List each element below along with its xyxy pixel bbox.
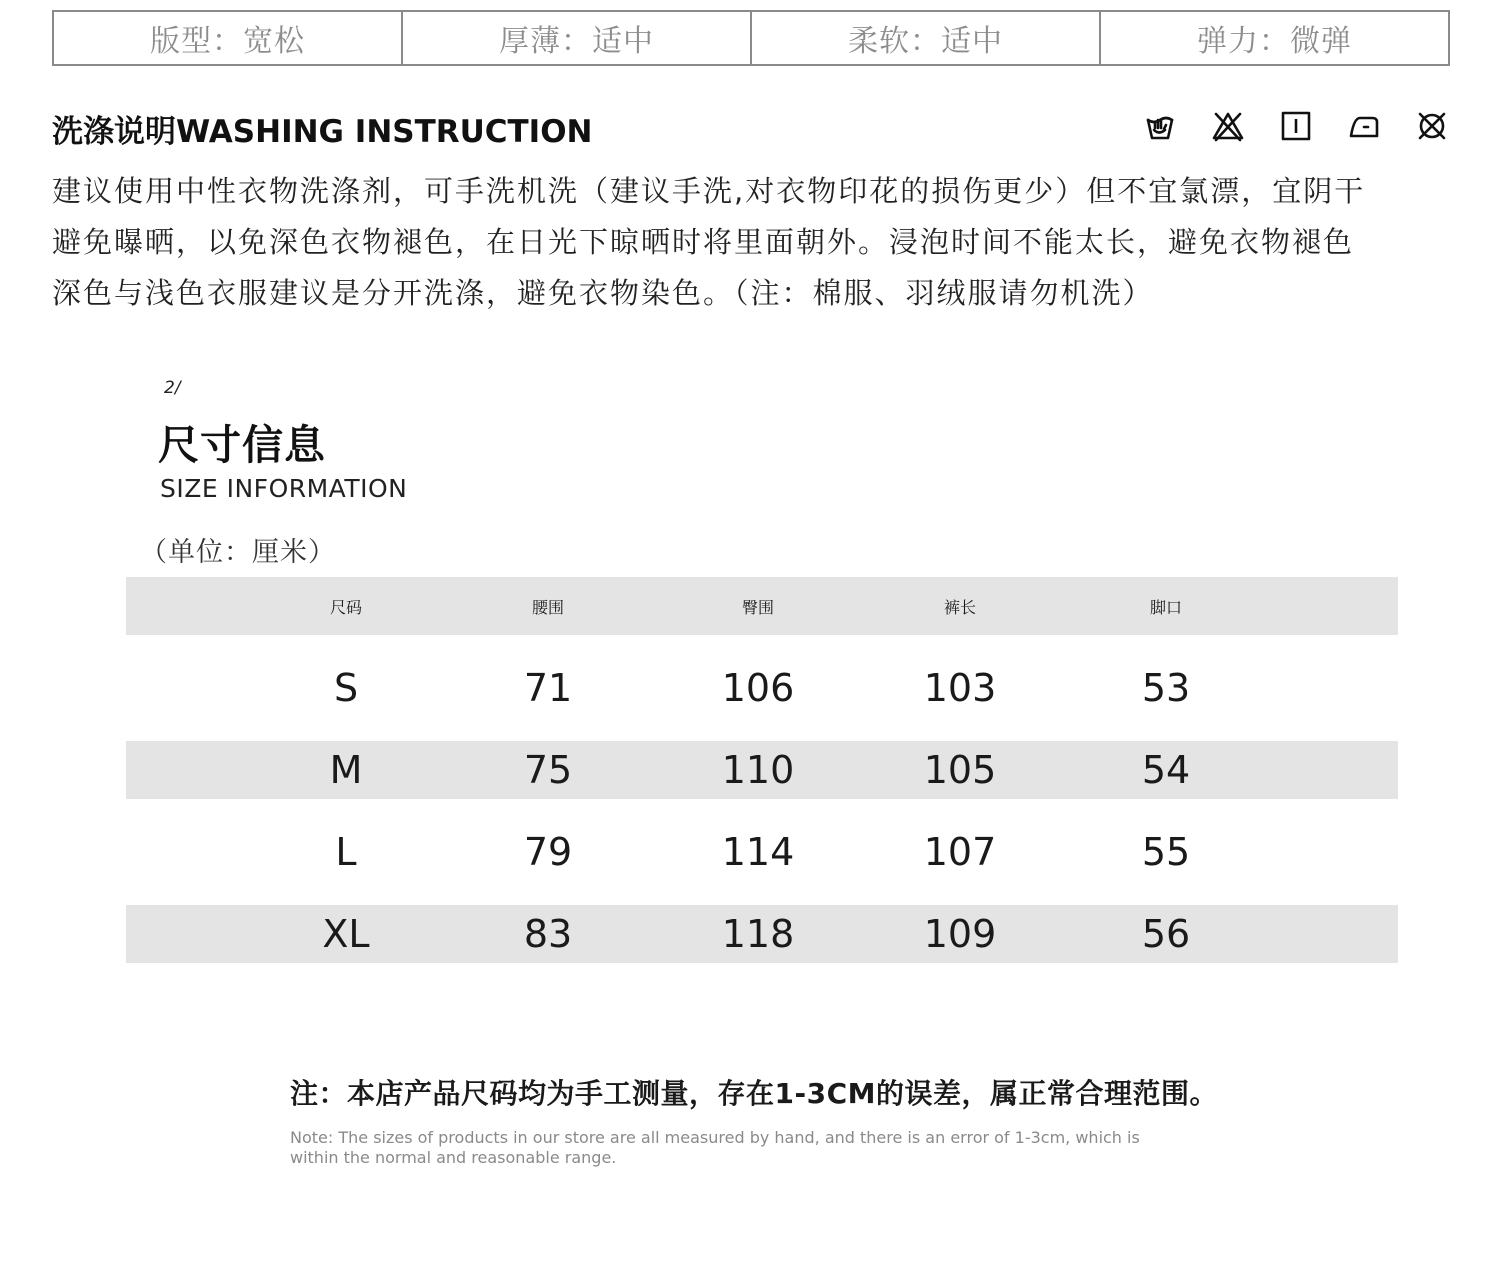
attribute-elasticity: 弹力：微弹: [1197, 24, 1352, 59]
cell-waist: 83: [523, 912, 573, 956]
cell-length: 105: [923, 748, 997, 792]
cell-size: M: [329, 748, 363, 792]
cell-length: 109: [923, 912, 997, 956]
washing-description: [52, 166, 1452, 319]
size-table: [126, 577, 1398, 987]
cell-hip: 118: [721, 912, 795, 956]
cell-length: 107: [923, 830, 997, 874]
table-row: [126, 905, 1398, 963]
section-number: 2/: [164, 378, 181, 398]
attribute-bar: [52, 10, 1450, 66]
header-length: 裤长: [943, 597, 976, 617]
no-bleach-icon: [1212, 110, 1244, 142]
size-title-en: SIZE INFORMATION: [160, 474, 408, 503]
cell-leg-opening: 55: [1141, 830, 1191, 874]
cell-hip: 114: [721, 830, 795, 874]
cell-hip: 106: [721, 666, 795, 710]
hand-wash-icon: [1144, 110, 1176, 142]
cell-size: S: [333, 666, 359, 710]
washing-title: 洗涤说明WASHING INSTRUCTION: [52, 114, 593, 150]
size-unit: （单位：厘米）: [140, 537, 336, 568]
cell-hip: 110: [721, 748, 795, 792]
cell-size: XL: [322, 912, 370, 956]
cell-size: L: [335, 830, 357, 874]
cell-waist: 79: [523, 830, 573, 874]
table-header-row: [126, 577, 1398, 635]
cell-waist: 71: [523, 666, 573, 710]
washing-line: 深色与浅色衣服建议是分开洗涤，避免衣物染色。（注：棉服、羽绒服请勿机洗）: [52, 276, 1154, 310]
table-row: [126, 659, 1398, 717]
attribute-thickness: 厚薄：适中: [403, 12, 752, 64]
cell-leg-opening: 53: [1141, 666, 1191, 710]
note-en-line: within the normal and reasonable range.: [290, 1148, 617, 1167]
header-hip: 臀围: [741, 597, 774, 617]
note-en-line: Note: The sizes of products in our store are all measured by hand, and there is an error of 1-3cm, which is: [290, 1128, 1140, 1147]
header-waist: 腰围: [531, 597, 564, 617]
iron-icon: [1348, 110, 1380, 142]
washing-line: 避免曝晒，以免深色衣物褪色，在日光下晾晒时将里面朝外。浸泡时间不能太长，避免衣物褪色: [52, 225, 1355, 259]
attribute-fit: 版型：宽松: [54, 12, 403, 64]
no-dry-clean-icon: [1416, 110, 1448, 142]
attribute-softness: 柔软：适中: [752, 12, 1101, 64]
cell-leg-opening: 56: [1141, 912, 1191, 956]
cell-leg-opening: 54: [1141, 748, 1191, 792]
washing-line: 建议使用中性衣物洗涤剂，可手洗机洗（建议手洗,对衣物印花的损伤更少）但不宜氯漂，宜阴干: [52, 174, 1366, 208]
table-row: [126, 741, 1398, 799]
care-icons: [1144, 110, 1448, 142]
size-title-cn: 尺寸信息: [158, 421, 326, 469]
header-size: 尺码: [329, 597, 362, 617]
table-row: [126, 823, 1398, 881]
cell-length: 103: [923, 666, 997, 710]
cell-waist: 75: [523, 748, 573, 792]
header-leg-opening: 脚口: [1149, 597, 1182, 617]
tumble-dry-icon: [1280, 110, 1312, 142]
measurement-note-en: [290, 1128, 1230, 1168]
measurement-note-cn: 注：本店产品尺码均为手工测量，存在1-3CM的误差，属正常合理范围。: [290, 1077, 1219, 1110]
